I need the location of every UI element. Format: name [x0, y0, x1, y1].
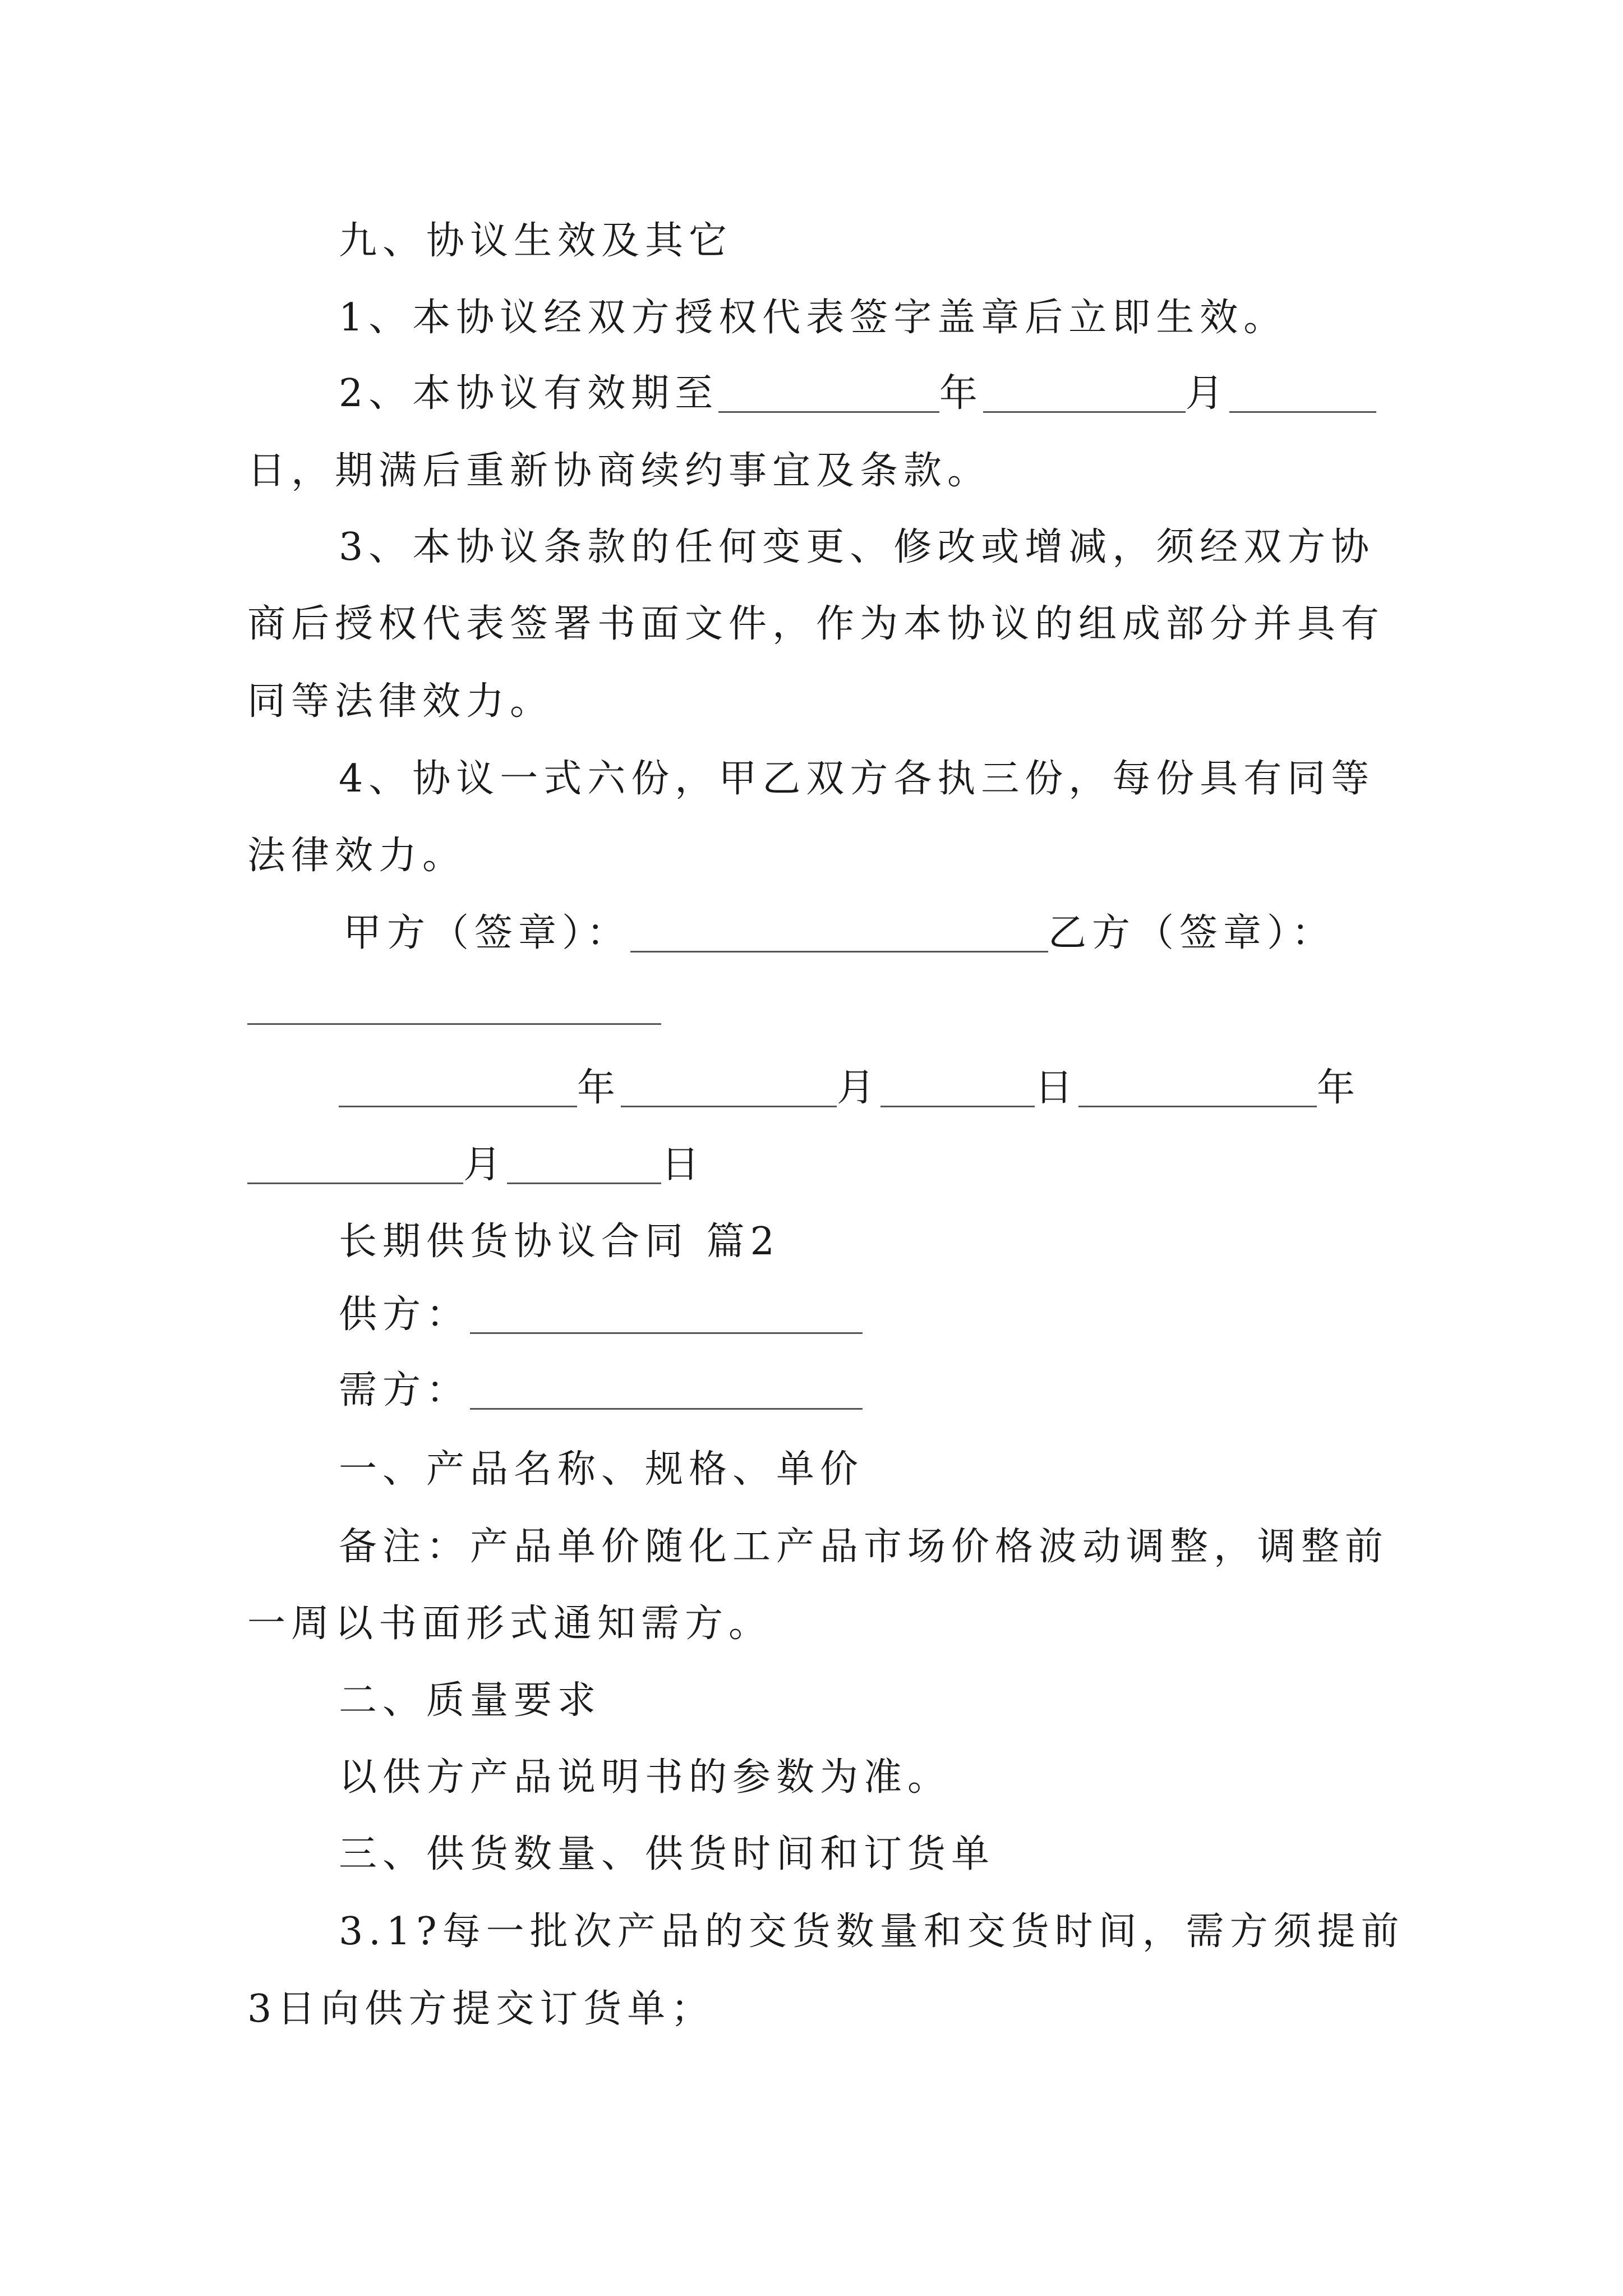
clause-9-3-line-3: 同等法律效力。: [247, 679, 554, 724]
clause-9-4-line-2: 法律效力。: [247, 834, 467, 878]
clause-3-1-line-2: 3日向供方提交订货单；: [247, 1987, 715, 2031]
party-b-day-blank: [507, 1150, 661, 1184]
party-b-signature-line: [247, 988, 661, 1032]
signature-dates-line-1: [339, 1066, 1361, 1110]
section-2-text: 以供方产品说明书的参数为准。: [339, 1755, 952, 1800]
party-a-signature-blank: [630, 918, 1048, 953]
year-label: 年: [939, 371, 983, 416]
section-3-heading: 三、供货数量、供货时间和订货单: [339, 1832, 995, 1876]
signature-row: [343, 911, 1336, 955]
party-a-day-blank: [880, 1073, 1035, 1107]
supplier-row: [339, 1292, 863, 1337]
supplier-blank: [470, 1300, 863, 1334]
party-a-year-blank: [339, 1073, 577, 1107]
signature-dates-line-2: [247, 1143, 706, 1187]
month-blank: [983, 379, 1186, 413]
clause-9-2-line-2: 日，期满后重新协商续约事宜及条款。: [247, 449, 992, 493]
note-line-1: 备注：产品单价随化工产品市场价格波动调整，调整前: [339, 1525, 1389, 1569]
contract-2-title: 长期供货协议合同 篇2: [339, 1220, 780, 1264]
clause-9-3-line-2: 商后授权代表签署书面文件，作为本协议的组成部分并具有: [247, 602, 1385, 646]
party-a-label: 甲方（签章）：: [343, 911, 631, 955]
clause-9-2-prefix: 2、本协议有效期至: [339, 371, 719, 416]
buyer-blank: [470, 1375, 863, 1410]
party-b-month-blank: [247, 1150, 463, 1184]
party-a-day-label: 日: [1035, 1066, 1079, 1110]
party-b-year-label: 年: [1317, 1066, 1361, 1110]
clause-3-1-line-1: 3.1?每一批次产品的交货数量和交货时间，需方须提前: [339, 1910, 1405, 1954]
party-b-year-blank: [1078, 1073, 1317, 1107]
clause-9-4-line-1: 4、协议一式六份，甲乙双方各执三份，每份具有同等: [339, 757, 1375, 801]
party-a-month-label: 月: [837, 1066, 881, 1110]
party-b-day-label: 日: [661, 1143, 706, 1187]
buyer-label: 需方：: [339, 1368, 471, 1412]
clause-9-2-line-1: [339, 371, 1376, 416]
year-blank: [718, 379, 939, 413]
section-9-heading: 九、协议生效及其它: [339, 219, 733, 263]
day-blank: [1229, 379, 1376, 413]
section-2-heading: 二、质量要求: [339, 1678, 602, 1723]
party-b-month-label: 月: [463, 1143, 508, 1187]
supplier-label: 供方：: [339, 1292, 471, 1337]
month-label: 月: [1185, 371, 1229, 416]
buyer-row: [339, 1368, 863, 1412]
party-b-signature-blank: [247, 988, 661, 1025]
party-b-label: 乙方（签章）：: [1048, 911, 1336, 955]
note-line-2: 一周以书面形式通知需方。: [247, 1602, 773, 1646]
party-a-month-blank: [621, 1073, 837, 1107]
clause-9-3-line-1: 3、本协议条款的任何变更、修改或增减，须经双方协: [339, 525, 1375, 569]
party-a-year-label: 年: [577, 1066, 621, 1110]
section-1-heading: 一、产品名称、规格、单价: [339, 1447, 864, 1492]
clause-9-1: 1、本协议经双方授权代表签字盖章后立即生效。: [339, 296, 1288, 340]
